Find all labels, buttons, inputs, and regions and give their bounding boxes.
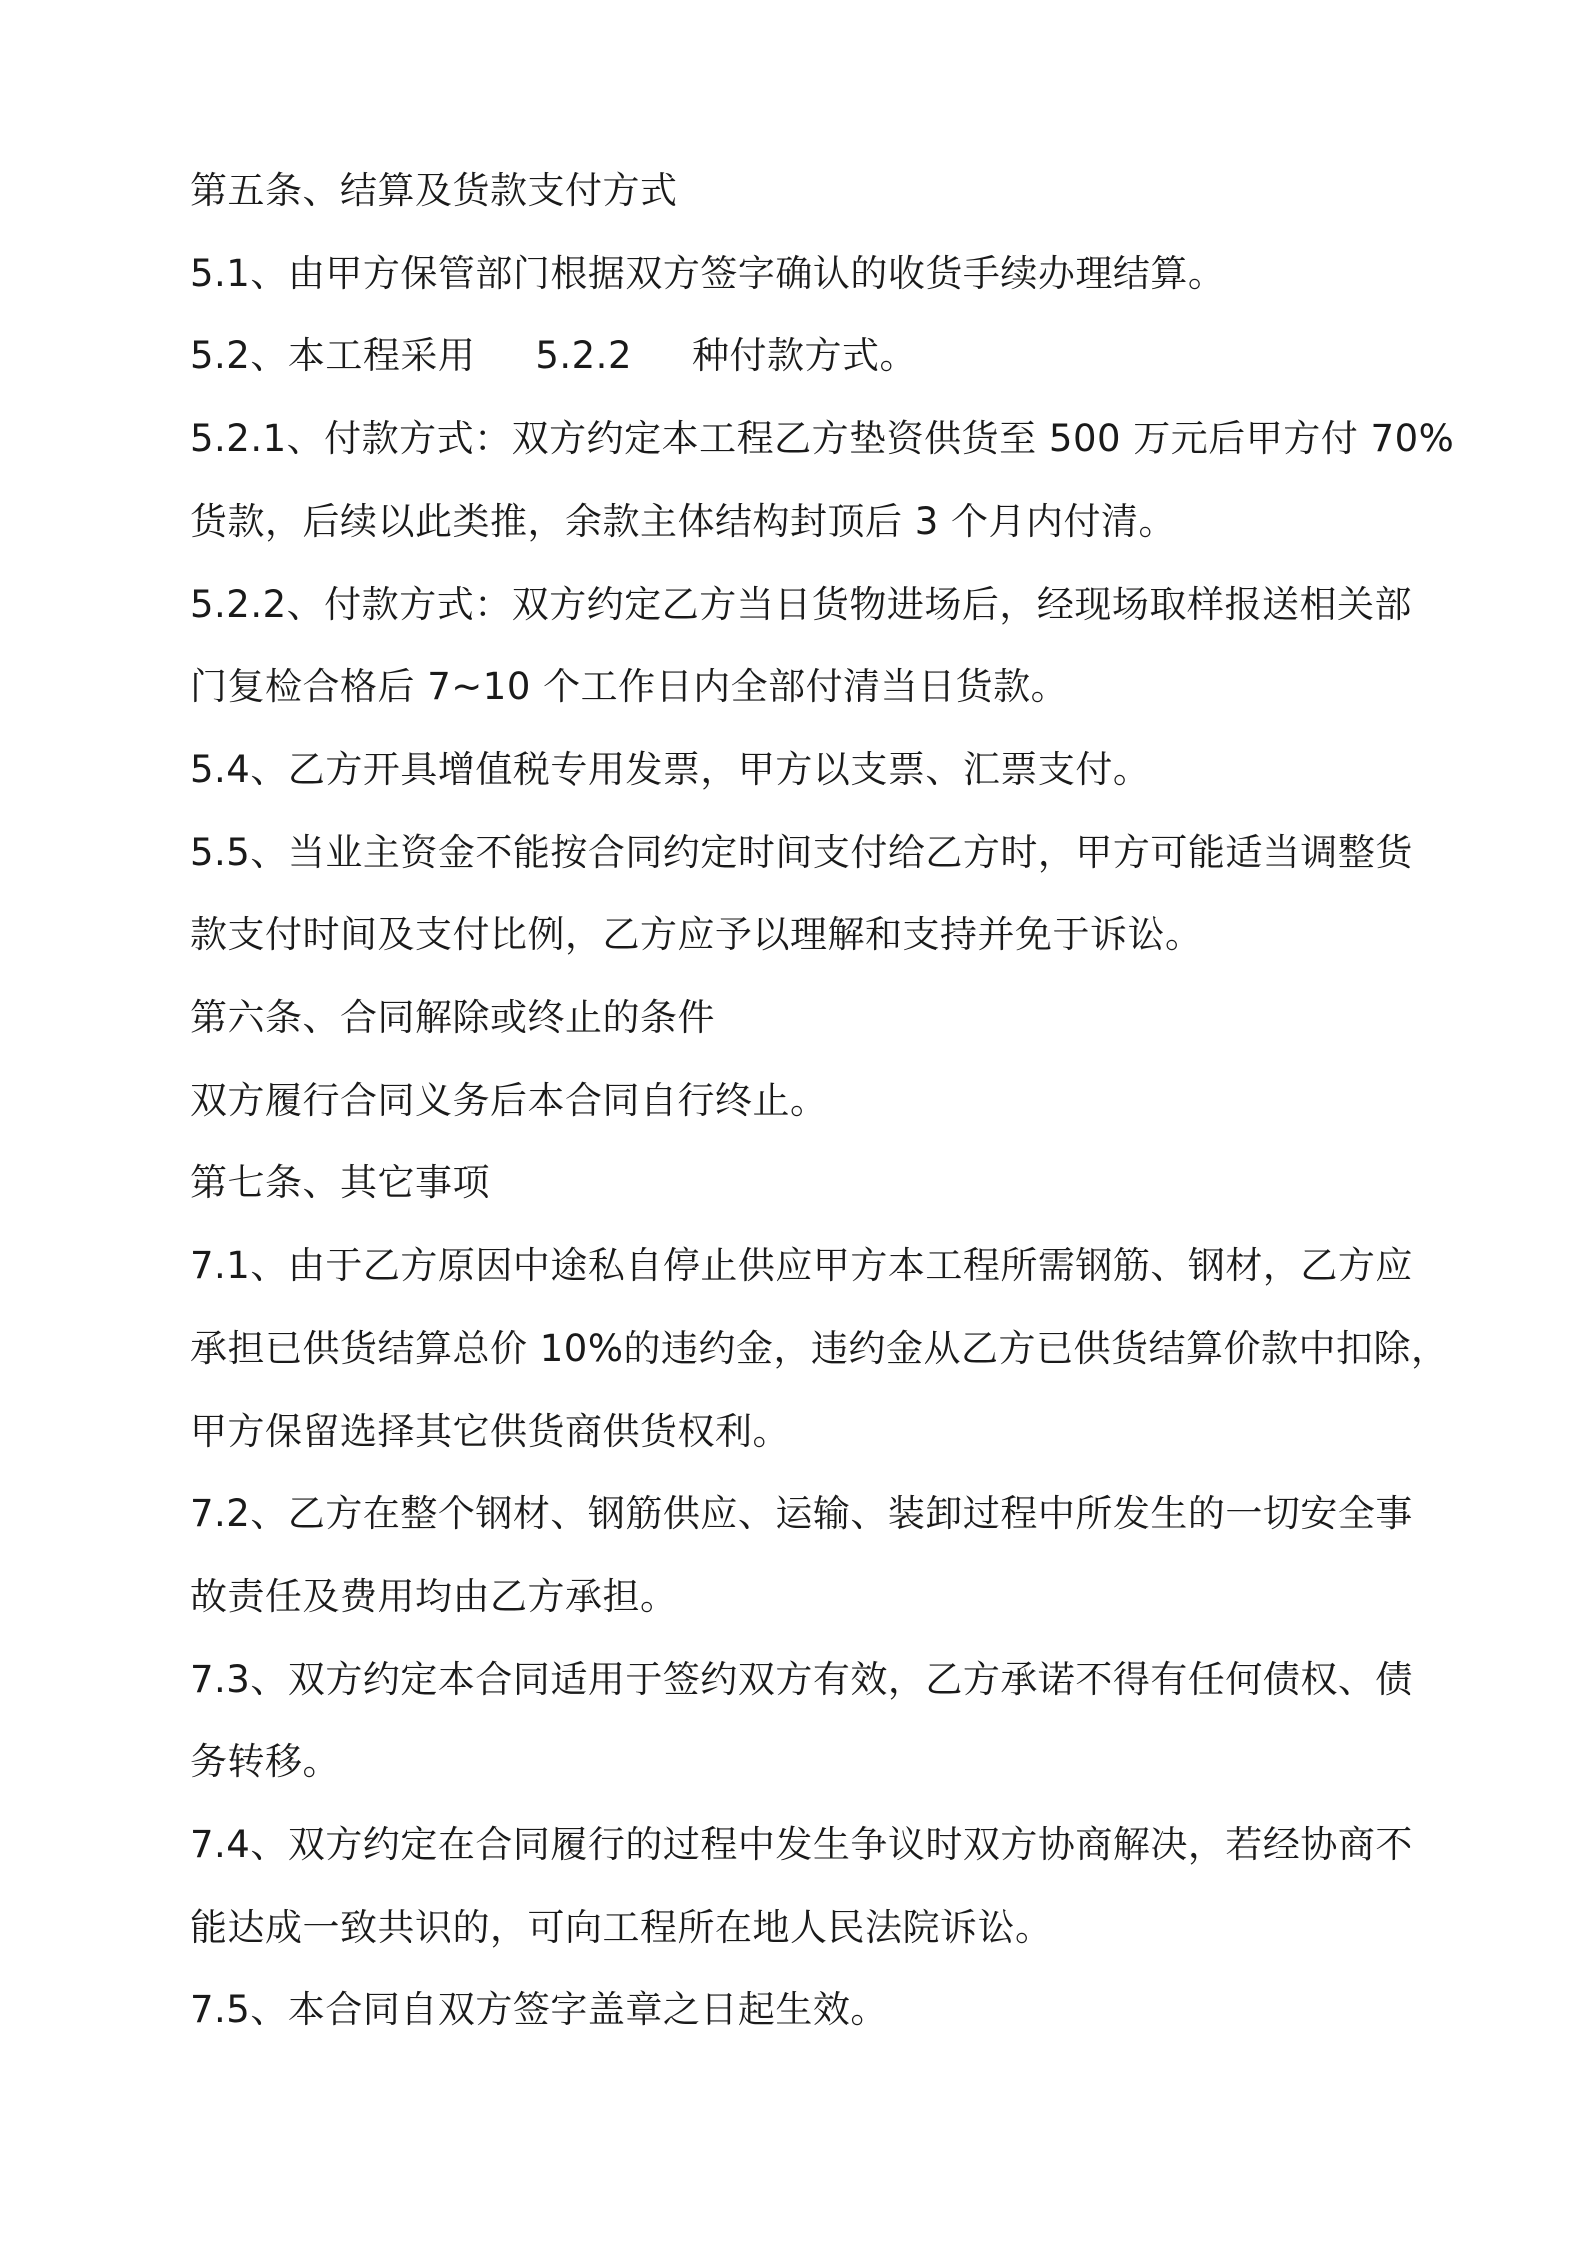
- contract-page: [190, 150, 1455, 2052]
- clause-5-2-suffix: 种付款方式。: [692, 334, 917, 378]
- clause-7-3-line-1: 7.3、双方约定本合同适用于签约双方有效，乙方承诺不得有任何债权、债: [190, 1657, 1413, 1701]
- clause-7-2-line-2: 故责任及费用均由乙方承担。: [190, 1574, 678, 1618]
- heading-article-5: 第五条、结算及货款支付方式: [190, 169, 678, 212]
- clause-7-1-line-3: 甲方保留选择其它供货商供货权利。: [190, 1409, 790, 1453]
- heading-article-6: 第六条、合同解除或终止的条件: [190, 996, 715, 1040]
- clause-5-2-prefix: 5.2、本工程采用: [190, 334, 476, 378]
- clause-7-2-line-1: 7.2、乙方在整个钢材、钢筋供应、运输、装卸过程中所发生的一切安全事: [190, 1492, 1413, 1536]
- clause-7-1-line-1: 7.1、由于乙方原因中途私自停止供应甲方本工程所需钢筋、钢材，乙方应: [190, 1244, 1413, 1288]
- clause-7-5: 7.5、本合同自双方签字盖章之日起生效。: [190, 1988, 888, 2032]
- clause-5-2-2-line-1: 5.2.2、付款方式：双方约定乙方当日货物进场后，经现场取样报送相关部: [190, 582, 1412, 626]
- clause-7-4-line-2: 能达成一致共识的，可向工程所在地人民法院诉讼。: [190, 1905, 1053, 1949]
- clause-5-5-line-1: 5.5、当业主资金不能按合同约定时间支付给乙方时，甲方可能适当调整货: [190, 830, 1413, 874]
- clause-5-5-line-2: 款支付时间及支付比例，乙方应予以理解和支持并免于诉讼。: [190, 913, 1203, 957]
- article-6-body: 双方履行合同义务后本合同自行终止。: [190, 1078, 828, 1122]
- clause-5-2: [190, 315, 1412, 398]
- clause-5-4: 5.4、乙方开具增值税专用发票，甲方以支票、汇票支付。: [190, 747, 1151, 791]
- heading-article-7: 第七条、其它事项: [190, 1161, 490, 1205]
- clause-5-2-choice: 5.2.2: [535, 334, 632, 378]
- clause-7-3-line-2: 务转移。: [190, 1740, 340, 1784]
- clause-5-2-2-line-2: 门复检合格后 7~10 个工作日内全部付清当日货款。: [190, 665, 1069, 709]
- clause-5-2-1-line-1: 5.2.1、付款方式：双方约定本工程乙方垫资供货至 500 万元后甲方付 70%: [190, 417, 1455, 461]
- clause-7-1-line-2: 承担已供货结算总价 10%的违约金，违约金从乙方已供货结算价款中扣除，: [190, 1326, 1449, 1370]
- clause-5-1: 5.1、由甲方保管部门根据双方签字确认的收货手续办理结算。: [190, 251, 1226, 295]
- clause-7-4-line-1: 7.4、双方约定在合同履行的过程中发生争议时双方协商解决，若经协商不: [190, 1823, 1413, 1867]
- clause-5-2-1-line-2: 货款，后续以此类推，余款主体结构封顶后 3 个月内付清。: [190, 499, 1177, 543]
